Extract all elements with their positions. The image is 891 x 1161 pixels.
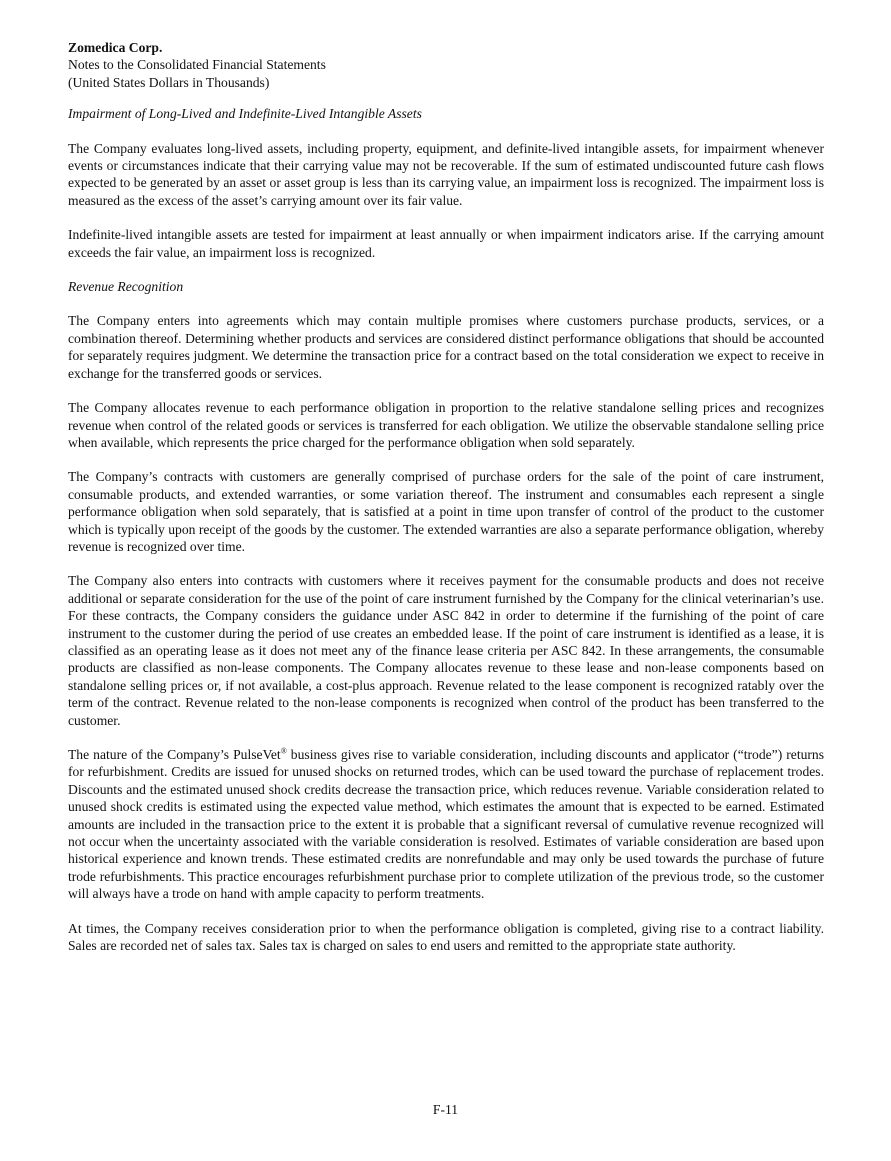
revenue-paragraph-1: The Company enters into agreements which may contain multiple promises where customers purchase products, services, or a combination thereof. Determining whether products and services are considered distinct performance obligations that should be accounted for separately requires judgment. We determine the transaction price for a contract based on the total consideration we expect to receive in exchange for the transferred goods or services.: [68, 313, 824, 381]
paragraph-5-body: business gives rise to variable consideration, including discounts and applicator (“trode”) returns for refurbishment. Credits are issued for unused shocks on returned trodes, which can be used toward the purchase of replacement trodes. Discounts and the estimated unused shock credits decrease the transaction price, which reduces revenue. Variable consideration related to unused shock credits is estimated using the expected value method, which estimates the amount that is expected to be earned. Estimated amounts are included in the transaction price to the extent it is probable that a significant reversal of cumulative revenue recognized will not occur when the uncertainty associated with the variable consideration is resolved. Estimates of variable consideration are based upon historical experience and known trends. These estimated credits are nonrefundable and may only be used towards the purchase of future trode refurbishments. This practice encourages refurbishment purchase prior to complete utilization of the previous trode, so the customer will always have a trode on hand with ample capacity to perform treatments.: [68, 747, 825, 902]
revenue-paragraph-6: At times, the Company receives consideration prior to when the performance obligation is completed, giving rise to a contract liability. Sales are recorded net of sales tax. Sales tax is charged on sales to end users and remitted to the appropriate state authority.: [68, 920, 824, 954]
page-number: F-11: [432, 1102, 459, 1117]
impairment-paragraph-2: Indefinite-lived intangible assets are tested for impairment at least annually or when impairment indicators arise. If the carrying amount exceeds the fair value, an impairment loss is recognized.: [68, 227, 824, 260]
revenue-paragraph-5: [68, 746, 824, 903]
paragraph-5-lead: The nature of the Company’s PulseVet: [68, 747, 281, 762]
impairment-paragraph-1: The Company evaluates long-lived assets, including property, equipment, and definite-lived intangible assets, for impairment whenever events or circumstances indicate that their carrying value may not be recoverable. If the sum of estimated undiscounted future cash flows expected to be generated by an asset or asset group is less than its carrying value, an impairment loss is recognized. The impairment loss is measured as the excess of the asset’s carrying amount over its fair value.: [68, 140, 824, 208]
revenue-paragraph-3: The Company’s contracts with customers are generally comprised of purchase orders for the sale of the point of care instrument, consumable products, and extended warranties, or some variation thereof. The instrument and consumables each represent a single performance obligation when sold separately, that is satisfied at a point in time upon transfer of control of the product to the customer which is typically upon receipt of the goods by the customer. The extended warranties are also a separate performance obligation, whereby revenue is recognized over time.: [68, 469, 824, 554]
document-page: [68, 39, 824, 971]
registered-mark: ®: [280, 746, 287, 756]
impairment-heading: Impairment of Long-Lived and Indefinite-Lived Intangible Assets: [68, 106, 422, 122]
revenue-paragraph-4: The Company also enters into contracts with customers where it receives payment for the consumable products and does not receive additional or separate consideration for the use of the point of care instrument furnished by the Company for the clinical veterinarian’s use. For these contracts, the Company considers the guidance under ASC 842 in order to determine if the furnishing of the point of care instrument to the customer during the period of use creates an embedded lease. If the point of care instrument is identified as a lease, it is classified as an operating lease as it does not meet any of the finance lease criteria per ASC 842. In these arrangements, the consumable products are classified as non-lease components. The Company allocates revenue to these lease and non-lease components based on standalone selling prices or, if not available, a cost-plus approach. Revenue related to the lease component is recognized ratably over the term of the contract. Revenue related to the non-lease components is recognized when control of the product has been transferred to the customer.: [68, 573, 824, 728]
revenue-paragraph-2: The Company allocates revenue to each performance obligation in proportion to the relative standalone selling prices and recognizes revenue when control of the related goods or services is transferred for each obligation. We utilize the observable standalone selling price when available, which represents the price charged for the performance obligation when sold separately.: [68, 400, 824, 450]
document-header: [68, 39, 824, 91]
revenue-recognition-heading: Revenue Recognition: [68, 279, 184, 295]
currency-note: (United States Dollars in Thousands): [68, 74, 270, 90]
company-name: Zomedica Corp.: [68, 40, 163, 55]
statement-subtitle: Notes to the Consolidated Financial Statements: [68, 57, 326, 73]
